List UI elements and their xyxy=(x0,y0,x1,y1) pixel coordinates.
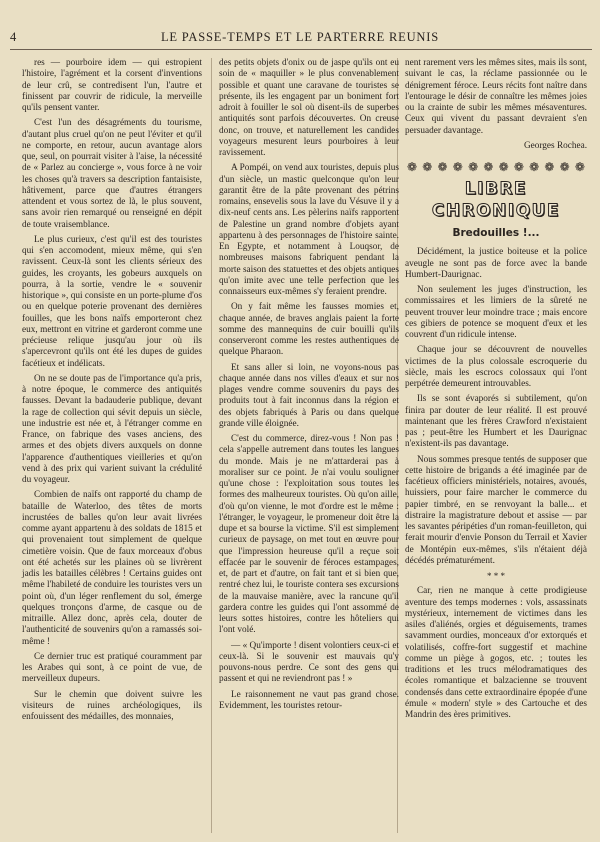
paragraph: Non seulement les juges d'instruction, les commissaires et les limiers de la sûreté ne peuvent trouver leur moindre trace ; mais encore ces gibiers de potence se moquent d'eux et les couvrent d'un ridicule intense. xyxy=(405,285,587,340)
paragraph: C'est du commerce, direz-vous ! Non pas ! cela s'appelle autrement dans toutes les langues du monde. Mais je ne m'attarderai pas à moraliser sur ce point. Je n'ai voulu souligner qu'une chose : l'exploitation sous toutes les formes des malheureux touristes. Où qu'on aille, d'où qu'on vienne, le mot d'ordre est le même : l'étranger, le voyageur, le promeneur doit être la dupe et sa bourse la victime. S'il est simplement curieux de paysage, on met tout en œuvre pour que l'impression heureuse qu'il a reçue soit effacée par le souvenir de féroces estampages, et, de part et d'autre, on fait tant et si bien que, rentré chez lui, le touriste contera ses excursions de la mauvaise manière, avec la rancune qu'il gardera contre les guides qui l'ont assommé de leurs sottes histoires, contre les hôteliers qui l'ont volé. xyxy=(219,434,399,636)
ornament-border xyxy=(407,160,585,174)
paragraph: Ce dernier truc est pratiqué couramment par les Arabes qui sont, à ce point de vue, de merveilleux dupeurs. xyxy=(22,651,202,685)
flower-ornament-icon: ❁ xyxy=(422,160,433,174)
header-rule xyxy=(10,49,592,50)
paragraph: res — pourboire idem — qui estropient l'histoire, l'agrément et la corsent d'inventions de leur crû, se contredisent l'un, l'autre et finissent par couvrir de ridicule, la merveille qu'ils pensent vanter. xyxy=(22,58,202,113)
flower-ornament-icon: ❁ xyxy=(513,160,524,174)
flower-ornament-icon: ❁ xyxy=(559,160,570,174)
paragraph: On ne se doute pas de l'importance qu'a pris, à notre époque, le commerce des antiquités fausses. Devant la badauderie publique, devant la rage de collection qui sévit depuis un siècle, une industrie est née et, à l'étranger comme en France, on fabrique des vases anciens, des armes et des objets divers auxquels on donne l'apparence d'authentiques vieilleries et qu'on vend à des prix qui varient suivant la crédulité du voyageur. xyxy=(22,373,202,485)
paragraph: A Pompéi, on vend aux touristes, depuis plus d'un siècle, un mastic quelconque qu'on leur garantit être de la pâte provenant des pétrins romains, ensevelis sous la lave du Vésuve il y a dix-neuf cents ans. Les pèlerins naïfs rapportent de Palestine un grand nombre d'objets ayant appartenu à des personnages de l'histoire sainte. En Egypte, et notamment à Louqsor, de nombreuses maisons fabriquent pendant la morte saison des statuettes et des objets antiques qu'on imite avec une telle perfection que les connaisseurs eux-mêmes s'y feraient prendre. xyxy=(219,163,399,297)
flower-ornament-icon: ❁ xyxy=(544,160,555,174)
paragraph: Le raisonnement ne vaut pas grand chose. Evidemment, les touristes retour- xyxy=(219,689,399,711)
paragraph: des petits objets d'onix ou de jaspe qu'ils ont eu soin de « maquiller » le plus convenablement possible et quant une caravane de touristes se présente, ils les engagent par un boniment fort adroit à fouiller le sol où disent-ils de superbes antiquités sont parfois découvertes. On creuse donc, on trouve, et naturellement les candides voyageurs mesurent leurs pourboires à leur ravissement. xyxy=(219,58,399,158)
asterism-divider: * * * xyxy=(487,571,505,581)
paragraph: Chaque jour se découvrent de nouvelles victimes de la plus colossale escroquerie du siècle, mais les escrocs colossaux qui l'ont perpétrée demeurent introuvables. xyxy=(405,345,587,389)
column-2 xyxy=(219,58,399,712)
flower-ornament-icon: ❁ xyxy=(574,160,585,174)
paragraph: Sur le chemin que doivent suivre les visiteurs de ruines archéologiques, ils enfouissent des médailles, des monnaies, xyxy=(22,689,202,722)
article-subhead: Bredouilles !... xyxy=(452,227,540,239)
flower-ornament-icon: ❁ xyxy=(407,160,418,174)
flower-ornament-icon: ❁ xyxy=(468,160,479,174)
section-title: LIBRE CHRONIQUE xyxy=(431,179,561,221)
flower-ornament-icon: ❁ xyxy=(498,160,509,174)
paragraph: Le plus curieux, c'est qu'il est des touristes qui s'en accomodent, mieux même, qui s'en ravissent. Ceux-là sont les clients sérieux des guides, les croyants, les gobeurs auxquels on pourra, à la sortie, vendre le « souvenir historique », qui consiste en un porte-plume d'os ou en quelque poterie provenant des dernières fouilles, que les bons naïfs emporteront chez eux, mettront en vitrine et garderont comme une précieuse relique jusqu'au jour où ils s'apercevront qu'ils ont été les dupes de guides facétieux et indélicats. xyxy=(22,234,202,369)
page-number: 4 xyxy=(10,30,18,44)
flower-ornament-icon: ❁ xyxy=(483,160,494,174)
paragraph: Décidément, la justice boiteuse et la police aveugle ne sont pas de force avec la bande Humbert-Daurignac. xyxy=(405,247,587,280)
paragraph: Nous sommes presque tentés de supposer que cette histoire de brigands a été imaginée par de facétieux officiers ministériels, notaires, avoués, huissiers, pour faire marcher le commerce du papier timbré, en se renvoyant la balle... et distraire la magistrature debout et assise — par les savantes péripéties d'un roman-feuilleton, qui ferait mourir d'envie Ponson du Terrail et Xavier de Montépin eux-mêmes, s'ils n'étaient déjà décédés prématurément. xyxy=(405,454,587,566)
paragraph: C'est l'un des désagréments du tourisme, d'autant plus cruel qu'on ne peut l'éviter et qu'il ne comporte, en retour, aucun avantage alors que, seul, on pourrait visiter à l'aise, la nécessité de « Parlez au concierge », vous force à ne voir les choses qu'à travers sa description fantaisiste, hâtivement, parce que d'autres étrangers attendent et vous sortez de là, le plus souvent, sans avoir rien remarqué ou renseigné en dépit de toute vraisemblance. xyxy=(22,118,202,230)
paragraph: Et sans aller si loin, ne voyons-nous pas chaque année dans nos villes d'eaux et sur nos plages vendre comme souvenirs du pays des produits tout à fait inconnus dans la région et des objets fabriqués à Paris ou dans quelque grande ville éloignée. xyxy=(219,362,399,429)
paragraph: — « Qu'importe ! disent volontiers ceux-ci et ceux-là. Si le souvenir est mauvais qu'y pouvons-nous perdre. Ce sont des gens qui passent et qui ne reviendront pas ! » xyxy=(219,640,399,685)
paragraph: Ils se sont évaporés si subtilement, qu'on finira par douter de leur réalité. Il est prouvé maintenant que les frères Crawford n'existaient pas ; peut-être les Humbert et les Daurignac n'existent-ils pas davantage. xyxy=(405,394,587,450)
column-1 xyxy=(22,58,202,723)
column-3 xyxy=(405,58,587,721)
author-signature: Georges Rochea. xyxy=(523,140,587,151)
paragraph: nent rarement vers les mêmes sites, mais ils sont, suivant le cas, la réclame passionnée ou le dénigrement féroce. Leurs récits font naître dans l'entourage le désir de connaître les mêmes joies ou la crainte de subir les mêmes mésaventures. Ceux qui vivent du passant devraient s'en persuader davantage. xyxy=(405,58,587,136)
flower-ornament-icon: ❁ xyxy=(529,160,540,174)
paragraph: Car, rien ne manque à cette prodigieuse aventure des temps modernes : vols, assassinats mystérieux, internement de victimes dans les asiles d'aliénés, orgies et déguisements, trames savamment ourdies, monceaux d'or extorqués et volatilisés, coffre-fort suggestif et machine comme un piège à gogos, etc. ; toutes les traditions et les trucs mélodramatiques des écoles romantique et balzacienne se trouvent condensés dans cette extraordinaire épopée d'une émule « modern' style » des Cartouche et des Mandrin des ères primitives. xyxy=(405,586,587,720)
running-title: LE PASSE-TEMPS ET LE PARTERRE REUNIS xyxy=(161,30,439,44)
column-separator xyxy=(211,58,212,833)
page-header xyxy=(0,30,600,46)
paragraph: Combien de naïfs ont rapporté du champ de bataille de Waterloo, des têtes de morts incrustées de balles qu'on leur avait livrées comme ayant appartenu à des soldats de 1815 et qui provenaient tout simplement de quelque cimetière voisin. Que de faux morceaux d'obus ont été achetés sur les plaines où se livrèrent jadis les batailles célèbres ! Certains guides ont même l'habileté de conduire les touristes vers un point où, d'un léger renflement du sol, émerge quelques tronçons d'arme, de casque ou de mitraille. Allez donc, après cela, douter de l'authenticité de souvenirs qu'on a ramassés soi-même ! xyxy=(22,490,202,647)
flower-ornament-icon: ❁ xyxy=(437,160,448,174)
flower-ornament-icon: ❁ xyxy=(452,160,463,174)
paragraph: On y fait même les fausses momies et, chaque année, de braves anglais paient la forte somme des mannequins de cuir bouilli qu'ils conserveront comme les restes authentiques de quelque Pharaon. xyxy=(219,302,399,358)
